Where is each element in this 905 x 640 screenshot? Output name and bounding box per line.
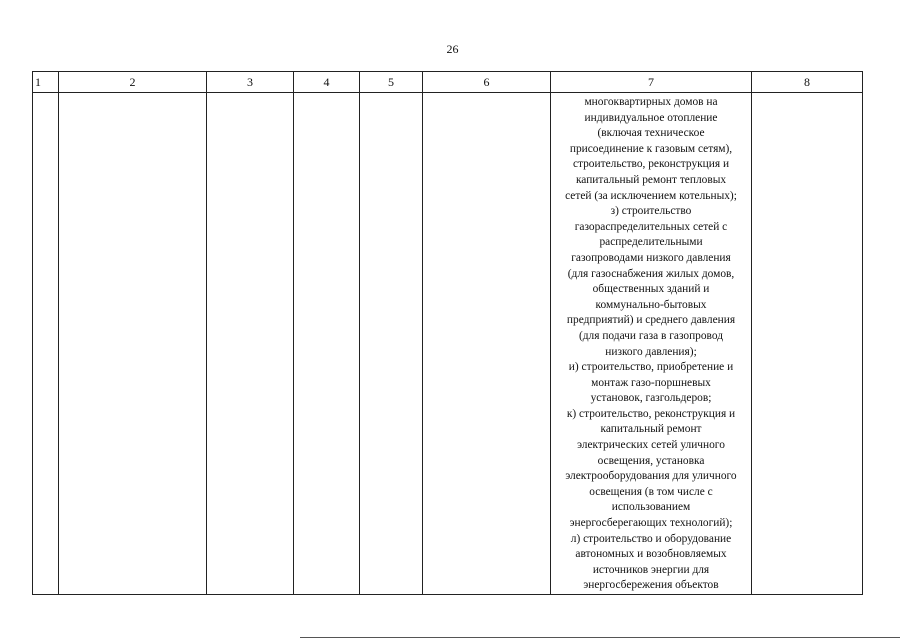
table-cell-col-4 (294, 93, 360, 595)
column-7-line: электрооборудования для уличного (565, 470, 737, 483)
column-header-4: 4 (294, 72, 360, 93)
column-7-line: освещения (в том числе с (589, 485, 713, 498)
column-7-line: (включая техническое (597, 127, 705, 140)
data-table (32, 71, 863, 595)
table-cell-col-3 (207, 93, 294, 595)
table-cell-col-2 (59, 93, 207, 595)
column-7-line: предприятий) и среднего давления (566, 314, 736, 327)
table-cell-col-1 (33, 93, 59, 595)
column-header-2: 2 (59, 72, 207, 93)
column-7-line: коммунально-бытовых (595, 298, 707, 311)
page-number: 26 (446, 42, 459, 56)
column-7-line: (для газоснабжения жилых домов, (567, 267, 735, 280)
column-7-line: индивидуальное отопление (584, 111, 718, 124)
column-7-line: присоединение к газовым сетям), (569, 142, 733, 155)
column-header-1: 1 (33, 72, 59, 93)
column-header-5: 5 (360, 72, 423, 93)
table-cell-col-7 (551, 93, 752, 595)
column-7-line: газораспределительных сетей с (574, 220, 728, 233)
column-7-line: автономных и возобновляемых (575, 548, 727, 561)
column-7-line: капитальный ремонт (600, 423, 702, 436)
column-7-line: л) строительство и оборудование (570, 532, 732, 545)
column-7-line: установок, газгольдеров; (590, 392, 712, 405)
column-7-line: общественных зданий и (592, 283, 710, 296)
column-header-8: 8 (752, 72, 863, 93)
column-header-6: 6 (423, 72, 551, 93)
table-header-row (33, 72, 863, 93)
table-row (33, 93, 863, 595)
column-7-line: сетей (за исключением котельных); (565, 189, 737, 202)
column-7-line: строительство, реконструкция и (572, 158, 730, 171)
table-cell-col-6 (423, 93, 551, 595)
column-7-line: з) строительство (610, 205, 692, 218)
column-7-line: (для подачи газа в газопровод (578, 329, 724, 342)
column-7-line: энергосберегающих технологий); (569, 517, 733, 530)
column-7-line: низкого давления); (605, 345, 697, 358)
column-7-line: использованием (611, 501, 691, 514)
column-7-line: капитальный ремонт тепловых (575, 173, 727, 186)
column-7-text (551, 93, 751, 594)
column-7-line: энергосбережения объектов (583, 579, 719, 592)
column-7-line: и) строительство, приобретение и (568, 361, 734, 374)
column-7-line: электрических сетей уличного (577, 439, 725, 452)
column-7-line: к) строительство, реконструкция и (566, 407, 736, 420)
column-7-line: источников энергии для (592, 563, 710, 576)
column-header-7: 7 (551, 72, 752, 93)
table-cell-col-8 (752, 93, 863, 595)
column-7-line: монтаж газо-поршневых (591, 376, 711, 389)
column-header-3: 3 (207, 72, 294, 93)
column-7-line: распределительными (599, 236, 703, 249)
column-7-line: освещения, установка (597, 454, 705, 467)
scan-edge-line (300, 637, 900, 638)
column-7-line: газопроводами низкого давления (571, 251, 731, 264)
table-cell-col-5 (360, 93, 423, 595)
column-7-line: многоквартирных домов на (584, 96, 718, 108)
